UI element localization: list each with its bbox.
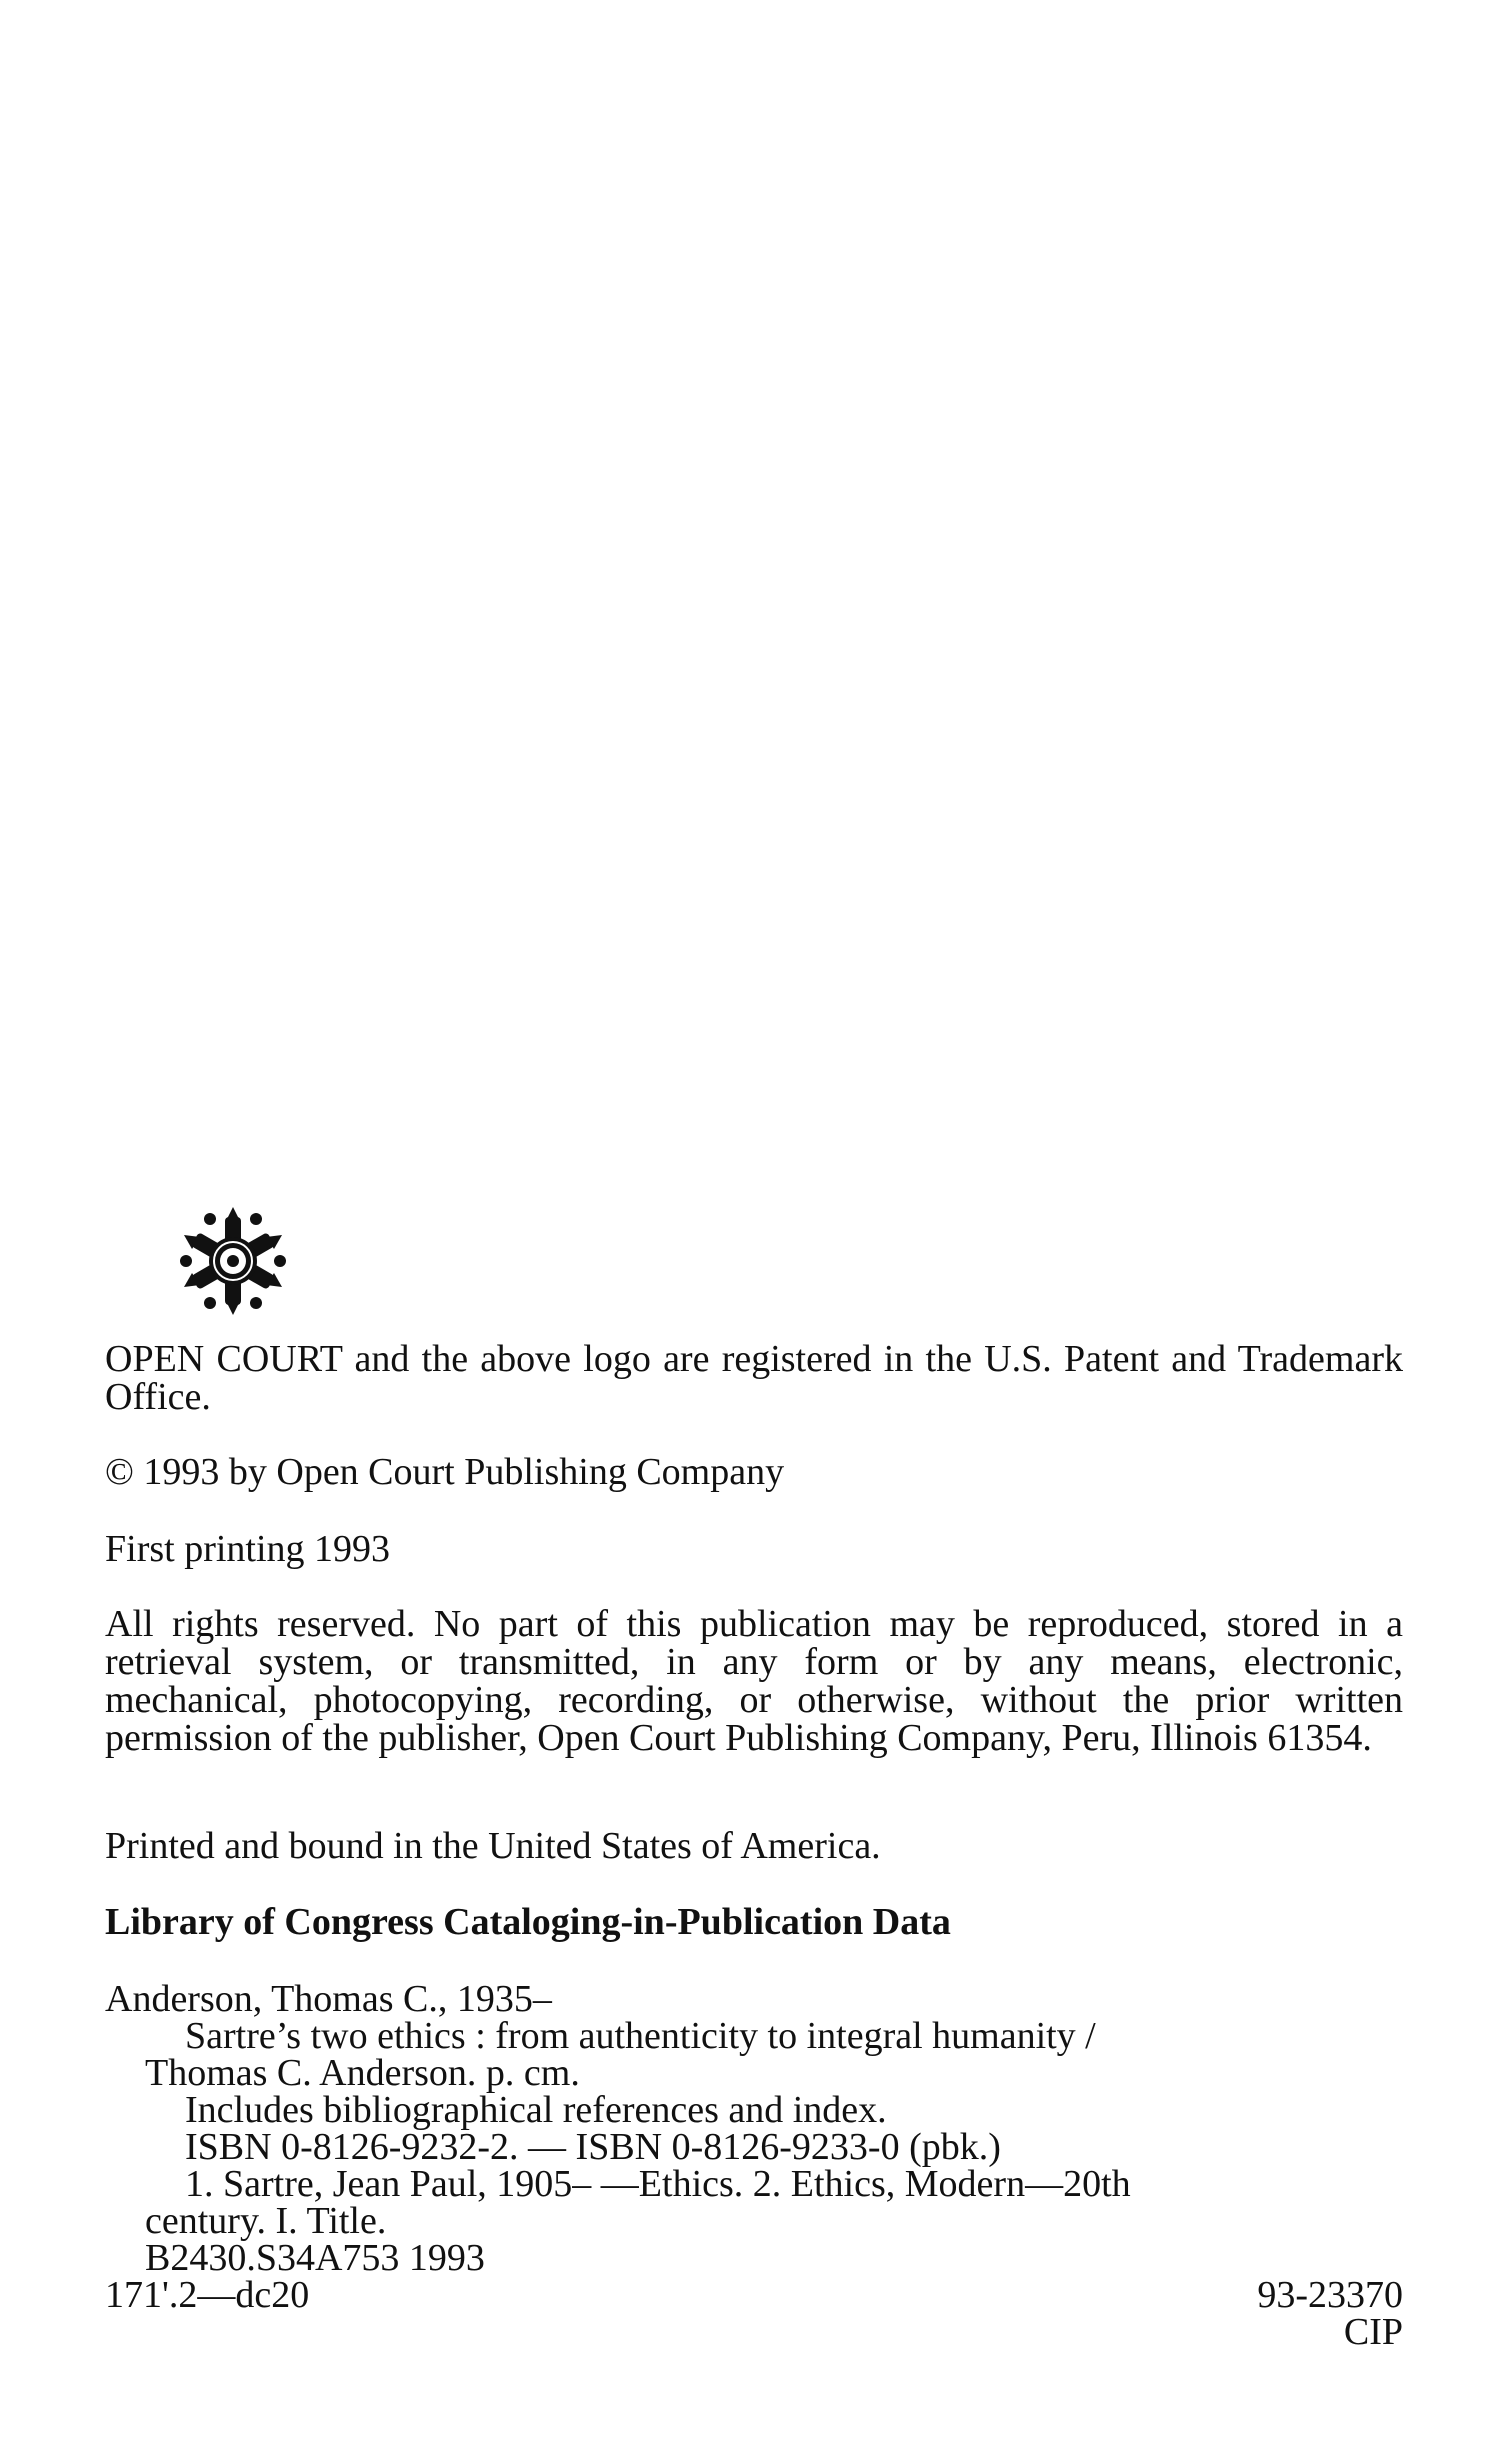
cip-subjects-line: 1. Sartre, Jean Paul, 1905– —Ethics. 2. Ethics, Modern—20th [185,2163,1131,2205]
registration-notice: OPEN COURT and the above logo are registered in the U.S. Patent and Trademark Office. [105,1338,1403,1418]
rights-notice: All rights reserved. No part of this publication may be reproduced, stored in a retrieval system, or transmitted, in any form or by any means, electronic, mechanical, photocopying, recording, or otherwise, without the prior written permission of the publisher, Open Court Publishing Company, Peru, Illinois 61354. [105,1603,1403,1759]
cip-heading: Library of Congress Cataloging-in-Publication Data [105,1901,951,1943]
cip-dewey-line [105,2276,1403,2314]
cip-notes: Includes bibliographical references and index. [185,2089,887,2131]
cip-title-line: Thomas C. Anderson. p. cm. [145,2052,580,2094]
cip-lc-call-number: B2430.S34A753 1993 [145,2237,485,2279]
open-court-logo-icon [178,1205,288,1317]
cip-dewey-number: 171'.2—dc20 [105,2274,310,2316]
cip-title-line: Sartre’s two ethics : from authenticity to integral humanity / [185,2015,1096,2057]
cip-author: Anderson, Thomas C., 1935– [105,1978,552,2020]
cip-label: CIP [1343,2311,1403,2353]
cip-isbn: ISBN 0-8126-9232-2. — ISBN 0-8126-9233-0 (pbk.) [185,2126,1001,2168]
cip-subjects-line: century. I. Title. [145,2200,387,2242]
cip-control-number: 93-23370 [1257,2274,1403,2316]
printed-notice: Printed and bound in the United States of America. [105,1825,881,1867]
printing-notice: First printing 1993 [105,1528,391,1570]
copyright-notice: © 1993 by Open Court Publishing Company [105,1451,785,1493]
